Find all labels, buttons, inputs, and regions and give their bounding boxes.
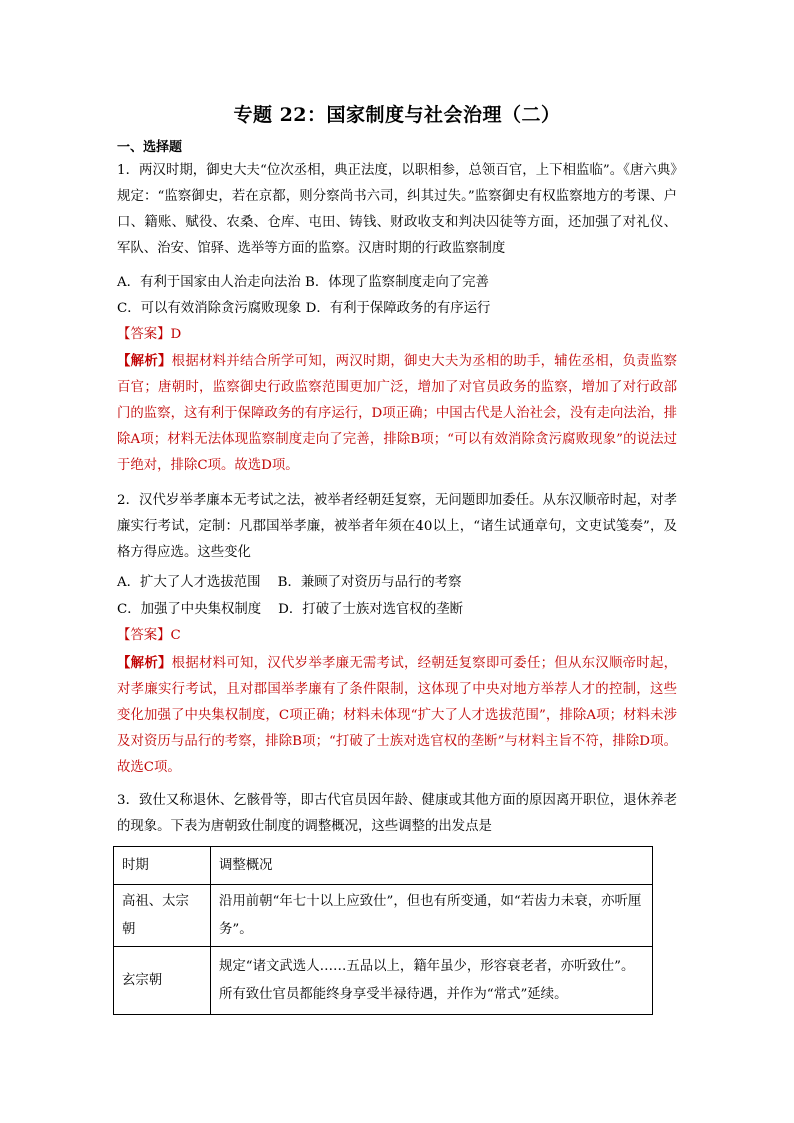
question-2-options-cd: C．加强了中央集权制度 D．打破了士族对选官权的垄断 (117, 602, 463, 617)
analysis-label: 【解析】 (117, 655, 172, 671)
question-3-stem: 3．致仕又称退休、乞骸骨等，即古代官员因年龄、健康或其他方面的原因离开职位，退休养老的现象。下表为唐朝致仕制度的调整概况，这些调整的出发点是 (117, 793, 677, 834)
question-1-stem: 1．两汉时期，御史大夫“位次丞相，典正法度，以职相参，总领百官，上下相监临”。《唐六典》规定：“监察御史，若在京都，则分察尚书六司，纠其过失。”监察御史有权监察地方的考课、户口、籍账、赋役、农桑、仓库、屯田、铸钱、财政收支和判决囚徒等方面，还加强了对礼仪、军队、治安、馆驿、选举等方面的监察。汉唐时期的行政监察制度 (117, 163, 677, 256)
page-title: 专题 22：国家制度与社会治理（二） (233, 104, 561, 126)
table-header-cell: 时期 (114, 847, 211, 885)
table-row (114, 885, 653, 947)
analysis-label: 【解析】 (117, 353, 172, 369)
table-header-row (114, 847, 653, 885)
question-2-answer: 【答案】C (117, 628, 181, 643)
policy-table (113, 846, 653, 1015)
question-1-options-cd: C．可以有效消除贪污腐败现象 D．有利于保障政务的有序运行 (117, 301, 491, 316)
question-1-analysis (117, 348, 677, 479)
table-cell: 沿用前朝“年七十以上应致仕”，但也有所变通，如“若齿力未衰，亦听厘务”。 (211, 885, 653, 947)
table-cell: 高祖、太宗朝 (114, 885, 211, 947)
analysis-text: 根据材料可知，汉代岁举孝廉无需考试，经朝廷复察即可委任；但从东汉顺帝时起，对孝廉实行考试，且对郡国举孝廉有了条件限制，这体现了中央对地方举荐人才的控制，这些变化加强了中央集权制度，C项正确；材料未体现“扩大了人才选拔范围”，排除A项；材料未涉及对资历与品行的考察，排除B项；“打破了士族对选官权的垄断”与材料主旨不符，排除D项。故选C项。 (117, 656, 678, 775)
question-2-options-ab: A．扩大了人才选拔范围 B．兼顾了对资历与品行的考察 (117, 575, 462, 590)
table-row (114, 947, 653, 1015)
table-cell: 规定“诸文武选人……五品以上，籍年虽少，形容衰老者，亦听致仕”。所有致仕官员都能终身享受半禄待遇，并作为“常式”延续。 (211, 947, 653, 1015)
table-header-cell: 调整概况 (211, 847, 653, 885)
table-cell: 玄宗朝 (114, 947, 211, 1015)
question-2-stem: 2．汉代岁举孝廉本无考试之法，被举者经朝廷复察，无问题即加委任。从东汉顺帝时起，对孝廉实行考试，定制：凡郡国举孝廉，被举者年须在40以上，“诸生试通章句，文吏试笺奏”，及格方得应选。这些变化 (117, 493, 677, 560)
analysis-text: 根据材料并结合所学可知，两汉时期，御史大夫为丞相的助手，辅佐丞相，负责监察百官；唐朝时，监察御史行政监察范围更加广泛，增加了对官员政务的监察，增加了对行政部门的监察，这有利于保障政务的有序运行，D项正确；中国古代是人治社会，没有走向法治，排除A项；材料无法体现监察制度走向了完善，排除B项；“可以有效消除贪污腐败现象”的说法过于绝对，排除C项。故选D项。 (117, 354, 678, 473)
section-heading: 一、选择题 (117, 140, 183, 155)
question-1-answer: 【答案】D (117, 327, 182, 342)
question-2-analysis (117, 650, 677, 781)
question-1-options-ab: A．有利于国家由人治走向法治 B．体现了监察制度走向了完善 (117, 275, 489, 290)
